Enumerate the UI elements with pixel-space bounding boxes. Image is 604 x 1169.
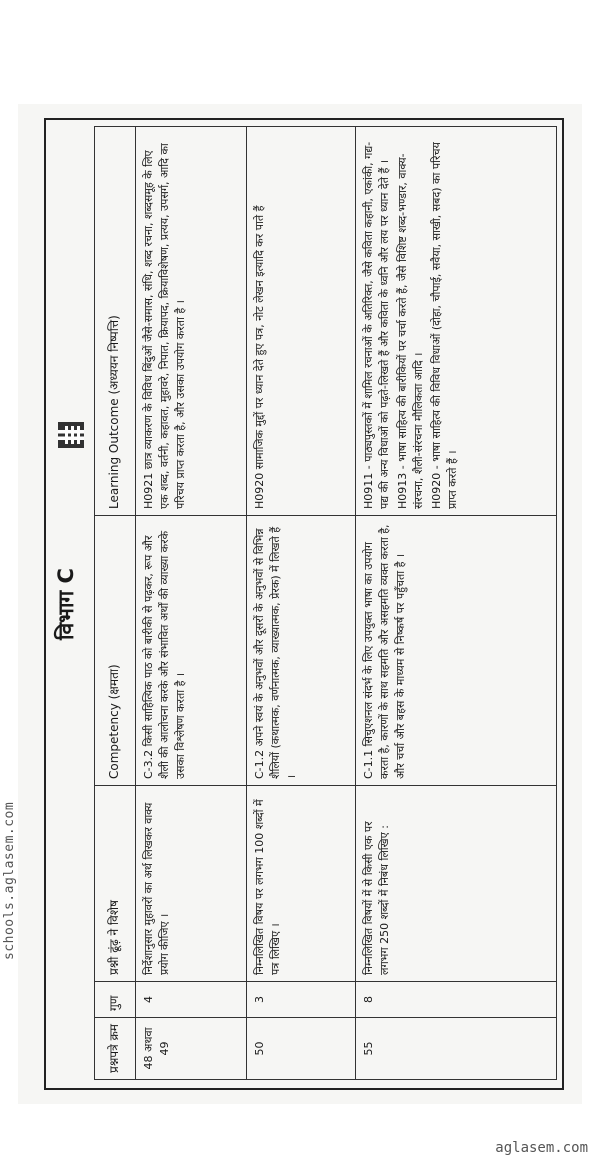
marks-cell: 4 xyxy=(136,982,247,1018)
question-number-cell: 50 xyxy=(247,1018,356,1080)
learning-outcome-cell xyxy=(136,127,247,516)
learning-outcome-item: H0911 - पाठ्यपुस्तकों में शामिल रचनाओं के अतिरिक्त, जैसे कविता कहानी, एकांकी, गद्य-पद्य की अन्य विधाओं को पढ़ते-लिखते हैं और कविता के ध्वनि और लय पर ध्यान देते हैं । xyxy=(362,141,391,509)
scanned-page xyxy=(18,104,582,1104)
learning-outcome-cell xyxy=(356,127,557,516)
question-number-cell: 55 xyxy=(356,1018,557,1080)
header-competency: Competency (क्षमता) xyxy=(95,516,136,786)
header-question-number: प्रश्नपत्रे क्रम xyxy=(95,1018,136,1080)
question-number-cell: 48 अथवा 49 xyxy=(136,1018,247,1080)
header-marks: गुण xyxy=(95,982,136,1018)
section-title: विभाग C xyxy=(54,568,78,640)
learning-outcome-item: H0921 छात्र व्याकरण के विविध बिंदुओं जैसे-समास, संधि, शब्द रचना, शब्दसमूह के लिए एक शब्द, वर्तनी, कहावत, मुहावरे, निपात, क्रियापद, क्रियाविशेषण, प्रत्यय, उपसर्ग, आदि का परिचय प्राप्त करता है, और उसका उपयोग करता है । xyxy=(142,143,187,509)
side-watermark: schools.aglasem.com xyxy=(2,801,17,960)
competency-cell: C-1.1 सिचुएशनल संदर्भ के लिए उपयुक्त भाषा का उपयोग करता है, कारणों के साथ सहमति और असहमति व्यक्त करता है, और चर्चा और बहस के माध्यम से निष्कर्ष पर पहुँचता है । xyxy=(356,516,557,786)
table-row xyxy=(356,127,557,1080)
qr-code-icon xyxy=(58,422,84,448)
learning-outcome-item: H0920 - भाषा साहित्य की विविध विधाओं (दोहा, चौपाई, सवैया, साखी, सबद) का परिचय प्राप्त करते हैं । xyxy=(429,142,459,509)
question-cell: निम्नलिखित विषय पर लगभग 100 शब्दों में पत्र लिखिए । xyxy=(247,786,356,982)
table-header-row xyxy=(95,127,136,1080)
bottom-watermark: aglasem.com xyxy=(495,1140,588,1156)
marks-cell: 8 xyxy=(356,982,557,1018)
competency-cell: C-1.2 अपने स्वयं के अनुभवों और दूसरों के अनुभवों से विभिन्न शैलियों (कथात्मक, वर्णनात्मक, व्याख्यात्मक, प्रेरक) में लिखते हैं । xyxy=(247,516,356,786)
marks-cell: 3 xyxy=(247,982,356,1018)
rotated-page-content xyxy=(18,104,582,1104)
header-learning-outcome: Learning Outcome (अध्ययन निष्पत्ति) xyxy=(95,127,136,516)
page-frame xyxy=(44,118,564,1090)
competency-table xyxy=(94,126,557,1080)
question-cell: निम्नलिखित विषयों में से किसी एक पर लगभग 250 शब्दों में निबंध लिखिए : xyxy=(356,786,557,982)
learning-outcome-item: H0913 - भाषा साहित्य की बारीकियों पर चर्चा करते हैं, जैसे विशिष्ट शब्द-भण्डार, वाक्य-संरचना, शैली-संरचना मौलिकता आदि । xyxy=(395,153,425,509)
learning-outcome-cell xyxy=(247,127,356,516)
table-row xyxy=(136,127,247,1080)
competency-cell: C-3.2 किसी साहित्यिक पाठ को बारीकी से पढ़कर, रूप और शैली की आलोचना करके और संभावित अर्थों की व्याख्या करके उसका विश्लेषण करता है । xyxy=(136,516,247,786)
learning-outcome-item: H0920 सामाजिक मुद्दों पर ध्यान देते हुए पत्र, नोट लेखन इत्यादि कर पाते हैं xyxy=(253,205,266,509)
header-question-type: प्रश्नी ढूंढ़ ने विशेष xyxy=(95,786,136,982)
question-cell: निर्देशानुसार मुहावरों का अर्थ लिखकर वाक्य प्रयोग कीजिए । xyxy=(136,786,247,982)
table-row xyxy=(247,127,356,1080)
